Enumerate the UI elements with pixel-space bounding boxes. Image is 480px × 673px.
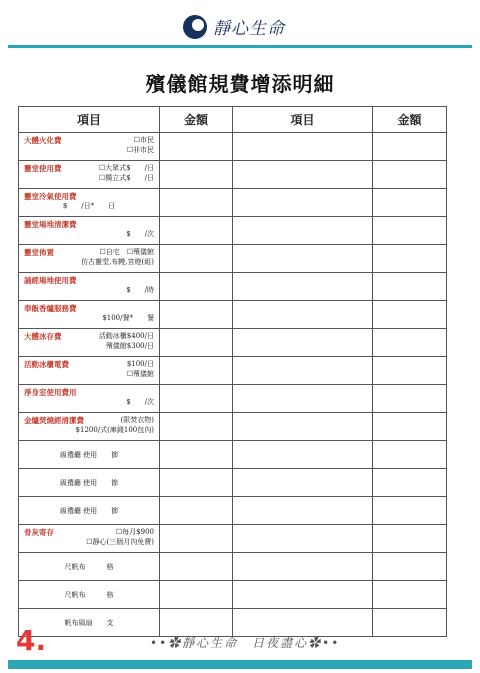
- amount-cell: [160, 581, 233, 609]
- item-content: [19, 217, 159, 244]
- item-option-b: 殯儀館$300/日: [105, 342, 154, 350]
- item-name: 靈堂佈置: [24, 248, 54, 257]
- item-content: [19, 301, 159, 328]
- item-content: [19, 357, 159, 384]
- fee-table: [18, 106, 447, 637]
- amount-cell: [160, 413, 233, 441]
- item-option-b: ☐非市民: [126, 146, 154, 154]
- amount-cell: [373, 273, 447, 301]
- item-option-b: $1200/式(庫錢100包內): [75, 426, 154, 434]
- item-cell: [19, 329, 160, 357]
- table-row: [19, 133, 447, 161]
- amount-cell: [160, 525, 233, 553]
- item-cell-blank: [233, 413, 373, 441]
- item-option-a: ☐大眾式$ /日: [98, 164, 154, 172]
- amount-cell: [160, 469, 233, 497]
- item-name: 靈堂冷氣使用費: [24, 192, 77, 201]
- item-option-b: $ /日* 日: [62, 202, 116, 210]
- table-row: [19, 161, 447, 189]
- footer-motto: ••✿靜心生命 日夜盡心✿••: [150, 636, 341, 650]
- item-option-a: ☐每月$900: [115, 528, 154, 536]
- item-option-b: 仿古靈堂,布幔,宮燈(組): [81, 258, 154, 266]
- table-row: [19, 301, 447, 329]
- item-cell-blank: [233, 469, 373, 497]
- table-row: [19, 329, 447, 357]
- table-row: [19, 609, 447, 637]
- item-cell: [19, 217, 160, 245]
- item-cell-blank: [233, 273, 373, 301]
- amount-cell: [160, 329, 233, 357]
- item-name: 活動冰櫃電費: [24, 360, 69, 369]
- item-name: 金爐焚燒經清潔費: [24, 416, 84, 425]
- column-header-item: 項目: [19, 107, 160, 133]
- column-header-amount: 金額: [160, 107, 233, 133]
- item-cell-blank: [233, 609, 373, 637]
- table-row: [19, 385, 447, 413]
- amount-cell: [160, 189, 233, 217]
- amount-cell: [160, 273, 233, 301]
- item-cell-blank: [233, 133, 373, 161]
- amount-cell: [160, 133, 233, 161]
- item-name: 奉飯香爐服務費: [24, 304, 77, 313]
- table-row: [19, 357, 447, 385]
- brand-logo: [183, 14, 285, 39]
- item-cell-blank: [233, 329, 373, 357]
- amount-cell: [160, 301, 233, 329]
- amount-cell: [373, 385, 447, 413]
- item-content: [19, 385, 159, 412]
- item-option-b: $100/餐* 餐: [102, 314, 154, 322]
- table-row: [19, 245, 447, 273]
- table-row: [19, 217, 447, 245]
- amount-cell: [160, 217, 233, 245]
- item-content: [19, 329, 159, 356]
- item-name: 大體火化費: [24, 136, 62, 145]
- item-content: [19, 189, 159, 216]
- item-content: [19, 413, 159, 440]
- item-option-b: $ /次: [126, 230, 154, 238]
- amount-cell: [373, 329, 447, 357]
- amount-cell: [373, 217, 447, 245]
- item-cell: [19, 301, 160, 329]
- table-row: [19, 581, 447, 609]
- amount-cell: [373, 497, 447, 525]
- item-cell-blank: [233, 525, 373, 553]
- logo-text: 靜心生命: [213, 19, 285, 39]
- item-cell-blank: [233, 189, 373, 217]
- item-option-a: $100/日: [126, 360, 154, 368]
- item-cell: [19, 413, 160, 441]
- amount-cell: [160, 441, 233, 469]
- item-name: 誦經場地使用費: [24, 276, 77, 285]
- item-option-b: ☐獨立式$ /日: [98, 174, 154, 182]
- item-cell: [19, 161, 160, 189]
- item-cell-blank: [233, 301, 373, 329]
- item-line: 級禮廳 使用 節: [59, 507, 119, 515]
- item-option-a: 活動冰櫃$400/日: [98, 332, 154, 340]
- item-line: 級禮廳 使用 節: [59, 479, 119, 487]
- item-name: 淨身室使用費用: [24, 388, 77, 397]
- item-content: [19, 441, 159, 468]
- page-title: 殯儀館規費增添明細: [145, 72, 335, 96]
- item-content: [19, 273, 159, 300]
- amount-cell: [160, 497, 233, 525]
- amount-cell: [373, 133, 447, 161]
- item-cell: [19, 133, 160, 161]
- table-row: [19, 189, 447, 217]
- table-header-row: [19, 107, 447, 133]
- item-option-a: (限焚衣物): [120, 416, 154, 424]
- item-cell-blank: [233, 217, 373, 245]
- amount-cell: [373, 161, 447, 189]
- item-cell: [19, 357, 160, 385]
- item-content: [19, 469, 159, 496]
- table-row: [19, 525, 447, 553]
- column-header-amount: 金額: [373, 107, 447, 133]
- table-row: [19, 469, 447, 497]
- amount-cell: [373, 189, 447, 217]
- item-cell: [19, 245, 160, 273]
- amount-cell: [373, 525, 447, 553]
- amount-cell: [373, 609, 447, 637]
- header-rule: [8, 45, 472, 48]
- item-option-a: ☐市民: [133, 136, 154, 144]
- item-cell-blank: [233, 553, 373, 581]
- item-line: 尺帆布 格: [64, 563, 114, 571]
- amount-cell: [373, 581, 447, 609]
- item-content: [19, 525, 159, 552]
- amount-cell: [373, 553, 447, 581]
- amount-cell: [373, 357, 447, 385]
- item-content: [19, 553, 159, 580]
- item-name: 靈堂使用費: [24, 164, 62, 173]
- item-cell: [19, 189, 160, 217]
- item-content: [19, 581, 159, 608]
- item-cell-blank: [233, 581, 373, 609]
- amount-cell: [373, 301, 447, 329]
- amount-cell: [160, 357, 233, 385]
- item-cell-blank: [233, 385, 373, 413]
- amount-cell: [160, 609, 233, 637]
- item-cell: [19, 497, 160, 525]
- item-option-b: $ /時: [126, 286, 154, 294]
- item-cell: [19, 441, 160, 469]
- item-content: [19, 133, 159, 160]
- amount-cell: [160, 161, 233, 189]
- item-cell-blank: [233, 497, 373, 525]
- item-content: [19, 161, 159, 188]
- item-line: 尺帆布 格: [64, 591, 114, 599]
- item-option-b: $ /次: [126, 398, 154, 406]
- item-cell: [19, 581, 160, 609]
- table-row: [19, 273, 447, 301]
- item-cell-blank: [233, 357, 373, 385]
- amount-cell: [160, 385, 233, 413]
- item-cell-blank: [233, 161, 373, 189]
- item-cell: [19, 525, 160, 553]
- item-line: 級禮廳 使用 節: [59, 451, 119, 459]
- amount-cell: [373, 245, 447, 273]
- item-content: [19, 497, 159, 524]
- table-row: [19, 441, 447, 469]
- amount-cell: [373, 469, 447, 497]
- item-cell: [19, 273, 160, 301]
- item-cell-blank: [233, 245, 373, 273]
- item-option-b: ☐靜心(三個月內免費): [86, 538, 154, 546]
- item-option-a: ☐自宅 ☐殯儀館: [99, 248, 154, 256]
- amount-cell: [160, 553, 233, 581]
- amount-cell: [373, 441, 447, 469]
- item-cell-blank: [233, 441, 373, 469]
- item-line: 帆布風扇 支: [64, 619, 114, 627]
- table-row: [19, 413, 447, 441]
- item-content: [19, 245, 159, 272]
- amount-cell: [373, 413, 447, 441]
- footer-band: [8, 660, 472, 669]
- item-cell: [19, 553, 160, 581]
- page-number: 4.: [16, 624, 47, 657]
- item-option-b: ☐殯儀館: [126, 370, 154, 378]
- amount-cell: [160, 245, 233, 273]
- item-cell: [19, 385, 160, 413]
- item-name: 靈堂場地清潔費: [24, 220, 77, 229]
- item-name: 大體冰存費: [24, 332, 62, 341]
- item-name: 骨灰寄存: [24, 528, 54, 537]
- logo-mark-icon: [183, 15, 207, 39]
- table-row: [19, 497, 447, 525]
- table-row: [19, 553, 447, 581]
- column-header-item: 項目: [233, 107, 373, 133]
- item-cell: [19, 469, 160, 497]
